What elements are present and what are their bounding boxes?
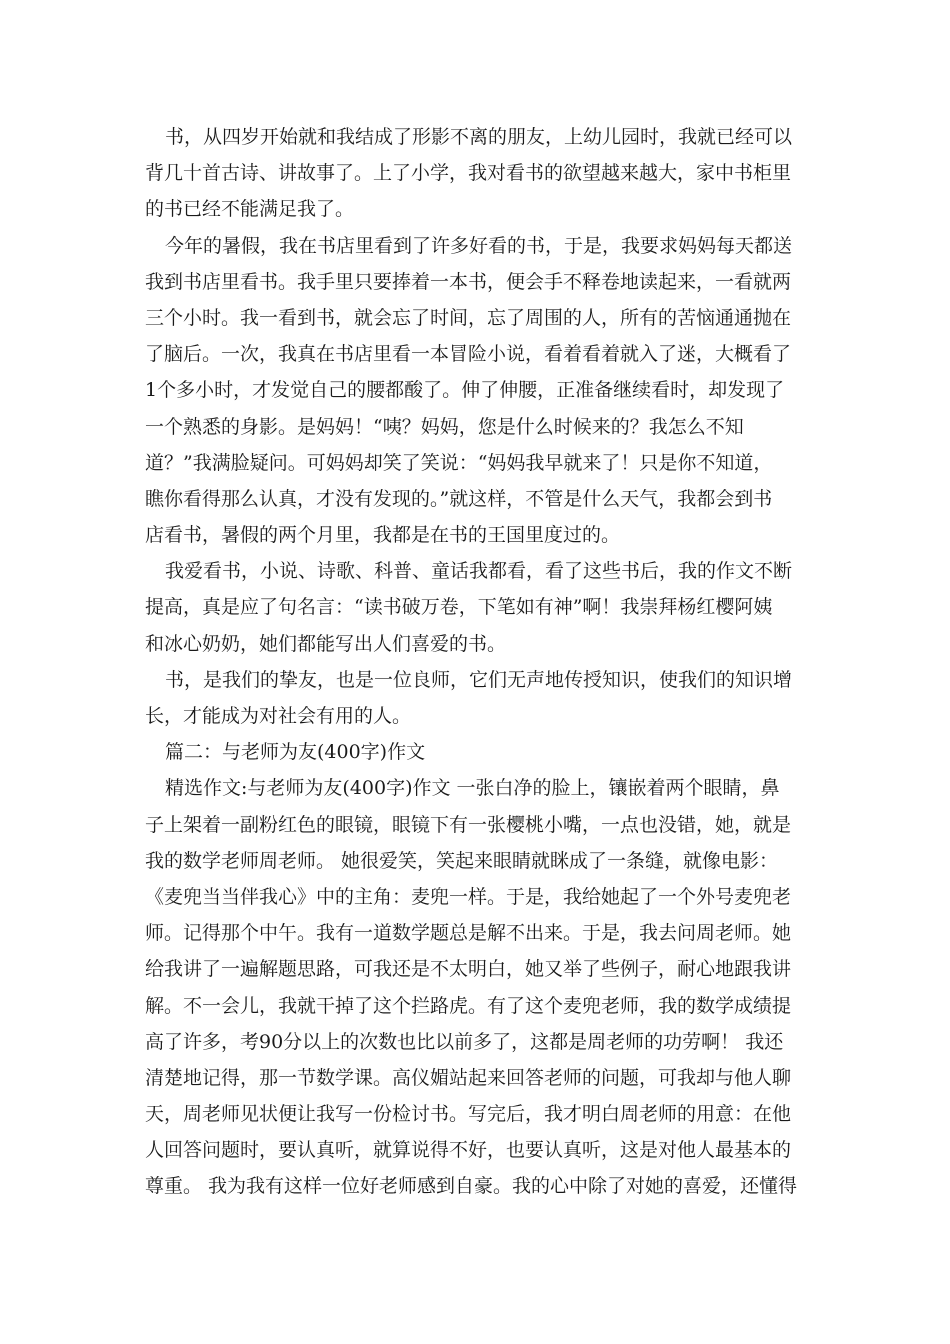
paragraph-p3 [145, 553, 805, 662]
text-line: 高了许多，考90分以上的次数也比以前多了，这都是周老师的功劳啊！ 我还 [145, 1030, 784, 1053]
paragraph-p5 [145, 734, 805, 770]
text-line: 解。不一会儿，我就干掉了这个拦路虎。有了这个麦兜老师，我的数学成绩提 [145, 994, 792, 1017]
text-line: 尊重。 我为我有这样一位好老师感到自豪。我的心中除了对她的喜爱，还懂得 [145, 1175, 798, 1198]
text-line: 一个熟悉的身影。是妈妈！“咦？妈妈，您是什么时候来的？我怎么不知 [145, 415, 744, 438]
text-line: 背几十首古诗、讲故事了。上了小学，我对看书的欲望越来越大，家中书柜里 [145, 162, 792, 185]
text-line: 店看书，暑假的两个月里，我都是在书的王国里度过的。 [145, 524, 621, 547]
text-line: 精选作文:与老师为友(400字)作文 一张白净的脸上，镶嵌着两个眼睛，鼻 [165, 777, 780, 800]
paragraph-p2 [145, 228, 805, 554]
text-line: 长，才能成为对社会有用的人。 [145, 705, 412, 727]
text-line: 我到书店里看书。我手里只要捧着一本书，便会手不释卷地读起来，一看就两 [145, 270, 792, 293]
text-line: 师。记得那个中午。我有一道数学题总是解不出来。于是，我去问周老师。她 [145, 922, 792, 945]
text-line: 子上架着一副粉红色的眼镜，眼镜下有一张樱桃小嘴，一点也没错，她，就是 [145, 813, 792, 836]
text-line: 今年的暑假，我在书店里看到了许多好看的书，于是，我要求妈妈每天都送 [165, 234, 793, 257]
text-line: 瞧你看得那么认真，才没有发现的。”就这样，不管是什么天气，我都会到书 [145, 487, 773, 510]
text-line: 书，从四岁开始就和我结成了形影不离的朋友，上幼儿园时，我就已经可以 [165, 126, 793, 148]
text-line: 《麦兜当当伴我心》中的主角：麦兜一样。于是，我给她起了一个外号麦兜老 [145, 885, 792, 908]
paragraph-p4 [145, 662, 805, 734]
text-line: 三个小时。我一看到书，就会忘了时间，忘了周围的人，所有的苦恼通通抛在 [145, 306, 792, 329]
text-line: 道？”我满脸疑问。可妈妈却笑了笑说：“妈妈我早就来了！只是你不知道， [145, 451, 773, 474]
text-line: 1个多小时，才发觉自己的腰都酸了。伸了伸腰，正准备继续看时，却发现了 [145, 379, 785, 402]
text-line: 清楚地记得，那一节数学课。高仪媚站起来回答老师的问题，可我却与他人聊 [145, 1066, 792, 1089]
text-line: 篇二：与老师为友(400字)作文 [165, 741, 426, 764]
text-line: 的书已经不能满足我了。 [145, 198, 355, 221]
text-line: 我爱看书，小说、诗歌、科普、童话我都看，看了这些书后，我的作文不断 [165, 560, 793, 583]
paragraph-p1 [145, 119, 805, 228]
text-line: 天，周老师见状便让我写一份检讨书。写完后，我才明白周老师的用意：在他 [145, 1103, 792, 1126]
document-body [145, 119, 805, 1205]
text-line: 人回答问题时，要认真听，就算说得不好，也要认真听，这是对他人最基本的 [145, 1139, 792, 1162]
text-line: 书，是我们的挚友，也是一位良师，它们无声地传授知识，使我们的知识增 [165, 668, 793, 691]
paragraph-p6 [145, 770, 805, 1204]
text-line: 我的数学老师周老师。 她很爱笑，笑起来眼睛就眯成了一条缝，就像电影： [145, 849, 779, 872]
text-line: 和冰心奶奶，她们都能写出人们喜爱的书。 [145, 632, 507, 655]
text-line: 提高，真是应了句名言：“读书破万卷，下笔如有神”啊！我崇拜杨红樱阿姨 [145, 596, 773, 619]
text-line: 给我讲了一遍解题思路，可我还是不太明白，她又举了些例子，耐心地跟我讲 [145, 958, 792, 981]
text-line: 了脑后。一次，我真在书店里看一本冒险小说，看着看着就入了迷，大概看了 [145, 343, 792, 366]
